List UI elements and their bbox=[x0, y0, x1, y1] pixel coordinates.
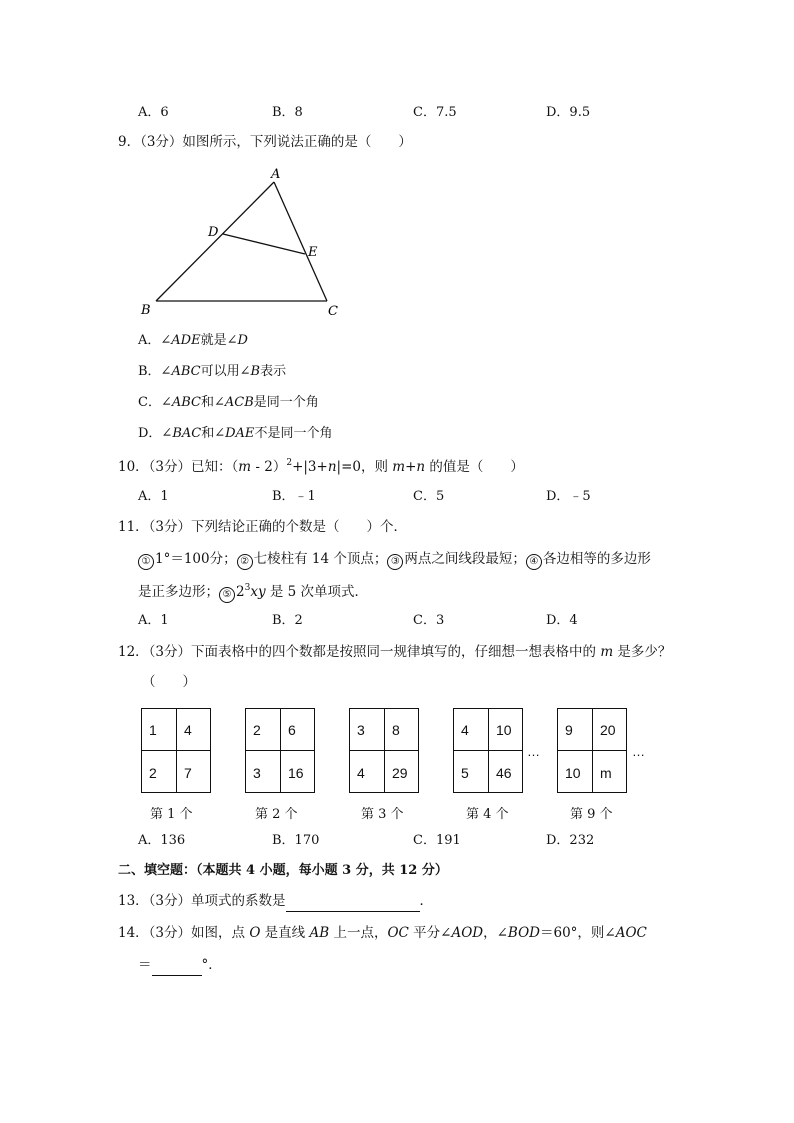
table-2-bottom-left: 3 bbox=[253, 765, 261, 781]
table-3-bottom-right: 29 bbox=[392, 765, 408, 781]
q12-caption-3: 第 3 个 bbox=[361, 807, 404, 822]
q11-option-b: B．2 bbox=[272, 613, 303, 628]
section-2-heading: 二、填空题：（本题共 4 小题，每小题 3 分，共 12 分） bbox=[118, 863, 448, 878]
q10-option-b: B．﹣1 bbox=[272, 489, 316, 504]
q12-option-c: C．191 bbox=[413, 833, 461, 848]
q9-option-b: B．∠ABC可以用∠B表示 bbox=[138, 364, 287, 379]
q13-stem: 13．（3分）单项式的系数是 ． bbox=[118, 895, 433, 912]
q12-caption-9: 第 9 个 bbox=[570, 807, 613, 822]
q12-table-9 bbox=[557, 708, 627, 793]
q10-option-a: A．1 bbox=[138, 489, 169, 504]
q11-option-c: C．3 bbox=[413, 613, 445, 628]
q10-option-c: C．5 bbox=[413, 489, 445, 504]
q9-option-c: C．∠ABC和∠ACB是同一个角 bbox=[138, 395, 319, 410]
side-ac bbox=[274, 182, 327, 301]
q9-stem: 9．（3分）如图所示，下列说法正确的是（ ） bbox=[118, 134, 412, 150]
q11-option-a: A．1 bbox=[138, 613, 169, 628]
q8-option-b: B．8 bbox=[272, 105, 303, 120]
q12-caption-4: 第 4 个 bbox=[466, 807, 509, 822]
table-9-bottom-left: 10 bbox=[565, 765, 581, 781]
q9-option-d: D．∠BAC和∠DAE不是同一个角 bbox=[138, 426, 333, 441]
q9-triangle-figure bbox=[130, 162, 360, 322]
table-2-bottom-right: 16 bbox=[288, 765, 304, 781]
q11-stem: 11．（3分）下列结论正确的个数是（ ）个． bbox=[118, 519, 408, 535]
table-9-bottom-right: m bbox=[600, 765, 612, 781]
table-9-top-left: 9 bbox=[565, 722, 573, 738]
table-4-top-left: 4 bbox=[461, 722, 469, 738]
q12-option-b: B．170 bbox=[272, 833, 320, 848]
q12-ellipsis-1: … bbox=[527, 744, 540, 759]
segment-de bbox=[223, 234, 305, 254]
q12-table-1 bbox=[141, 708, 211, 793]
q12-table-2 bbox=[245, 708, 315, 793]
label-c: C bbox=[328, 304, 338, 319]
q14-stem-line1: 14．（3分）如图，点 O 是直线 AB 上一点，OC 平分∠AOD，∠BOD＝60°，则∠AOC bbox=[118, 925, 647, 941]
q10-stem: 10．（3分）已知：（m - 2）$^2$+|3+n|=0，则 m+n 的值是（ ） bbox=[118, 458, 524, 475]
q9-option-a: A．∠ADE就是∠D bbox=[138, 333, 248, 348]
q13-answer-blank bbox=[286, 897, 420, 912]
table-3-top-left: 3 bbox=[357, 722, 365, 738]
label-d: D bbox=[208, 225, 219, 240]
table-1-top-left: 1 bbox=[149, 722, 157, 738]
table-4-bottom-left: 5 bbox=[461, 765, 469, 781]
q12-stem: 12．（3分）下面表格中的四个数都是按照同一规律填写的，仔细想一想表格中的 m 是多少？ bbox=[118, 644, 672, 660]
q8-option-d: D．9.5 bbox=[546, 105, 591, 120]
table-4-bottom-right: 46 bbox=[496, 765, 512, 781]
table-4-top-right: 10 bbox=[496, 722, 512, 738]
table-1-bottom-left: 2 bbox=[149, 765, 157, 781]
table-3-top-right: 8 bbox=[392, 722, 400, 738]
q12-table-4 bbox=[453, 708, 523, 793]
q12-option-d: D．232 bbox=[546, 833, 595, 848]
q11-statements-line1: ① 1°＝100分； ② 七棱柱有 14 个顶点； ③ 两点之间线段最短； ④ 各边相等的多边形 bbox=[138, 553, 651, 570]
table-2-top-right: 6 bbox=[288, 722, 296, 738]
q10-option-d: D．﹣5 bbox=[546, 489, 591, 504]
q11-statements-line2: 是正多边形； ⑤ $2^3xy$ 是 5 次单项式． bbox=[138, 584, 368, 603]
q12-caption-1: 第 1 个 bbox=[150, 807, 193, 822]
label-e: E bbox=[308, 245, 318, 260]
q11-option-d: D．4 bbox=[546, 613, 578, 628]
label-b: B bbox=[141, 303, 151, 318]
table-1-top-right: 4 bbox=[184, 722, 192, 738]
table-9-top-right: 20 bbox=[600, 722, 616, 738]
q12-ellipsis-2: … bbox=[632, 744, 645, 759]
table-1-bottom-right: 7 bbox=[184, 765, 192, 781]
table-3-bottom-left: 4 bbox=[357, 765, 365, 781]
q8-option-a: A．6 bbox=[138, 105, 169, 120]
q8-option-c: C．7.5 bbox=[413, 105, 457, 120]
label-a: A bbox=[271, 167, 281, 182]
q12-caption-2: 第 2 个 bbox=[255, 807, 298, 822]
q12-table-3 bbox=[349, 708, 419, 793]
table-2-top-left: 2 bbox=[253, 722, 261, 738]
q14-answer-blank bbox=[152, 961, 202, 976]
q12-answer-paren: （ ） bbox=[142, 674, 196, 690]
q12-option-a: A．136 bbox=[138, 833, 186, 848]
q14-stem-line2: ＝ °． bbox=[138, 959, 222, 976]
